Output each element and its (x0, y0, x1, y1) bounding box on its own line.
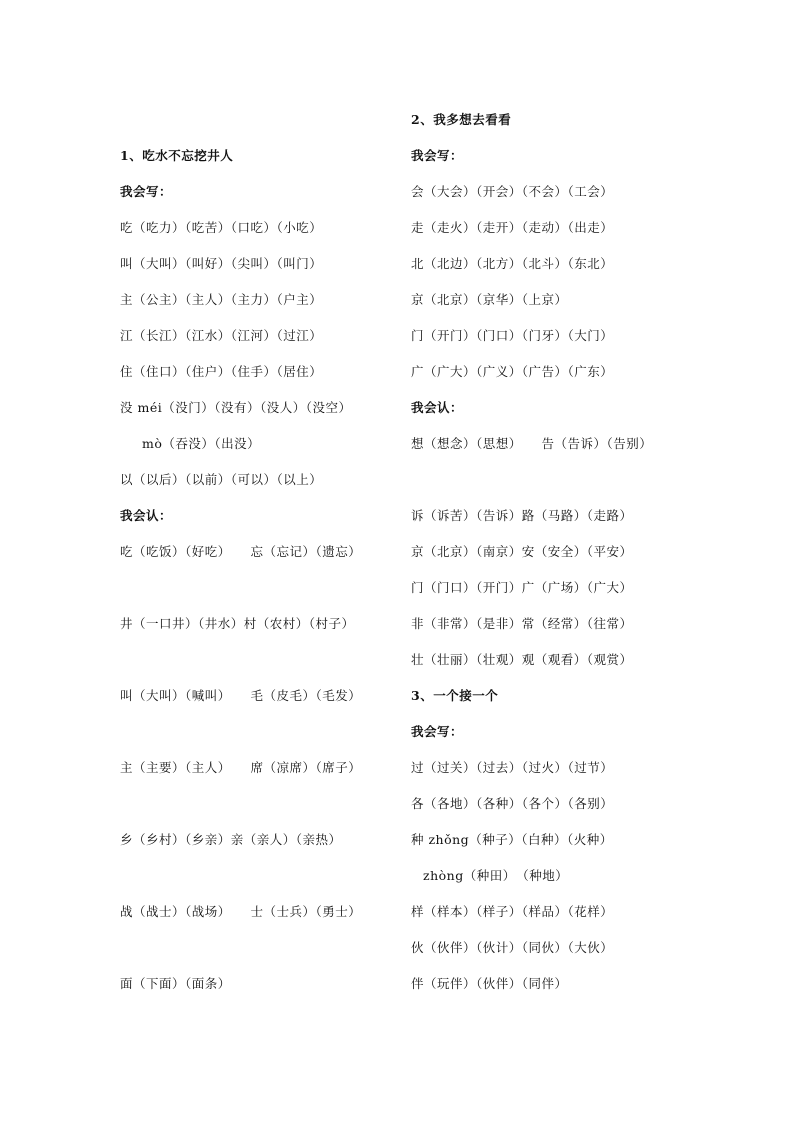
vocab-line: zhòng（种田） （种地） (423, 868, 569, 883)
section-heading: 我会写： (120, 184, 173, 199)
vocab-line: 主（公主）（主人）（主力）（户主） (120, 292, 323, 307)
vocab-line: 叫（大叫）（喊叫） 毛（皮毛）（毛发） (120, 688, 362, 703)
vocab-line: 壮（壮丽）（壮观）观（观看）（观赏） (411, 652, 633, 667)
section-heading: 2、我多想去看看 (411, 112, 512, 127)
vocab-line: 叫（大叫）（叫好）（尖叫）（叫门） (120, 256, 323, 271)
vocab-line: mò（吞没）（出没） (142, 436, 261, 451)
vocab-line: 诉（诉苦）（告诉）路（马路）（走路） (411, 508, 633, 523)
section-heading: 我会认： (411, 400, 464, 415)
vocab-line: 乡（乡村）（乡亲）亲（亲人）（亲热） (120, 832, 342, 847)
vocab-line: 面（下面）（面条） (120, 976, 231, 991)
vocab-line: 种 zhǒng（种子）（白种）（火种） (411, 832, 613, 847)
section-heading: 我会认： (120, 508, 173, 523)
vocab-line: 非（非常）（是非）常（经常）（往常） (411, 616, 633, 631)
vocab-line: 没 méi（没门）（没有）（没人）（没空） (120, 400, 352, 415)
vocab-line: 走（走火）（走开）（走动）（出走） (411, 220, 614, 235)
section-heading: 3、一个接一个 (411, 688, 499, 703)
vocab-line: 江（长江）（江水）（江河）（过江） (120, 328, 323, 343)
vocab-line: 伙（伙伴）（伙计）（同伙）（大伙） (411, 940, 614, 955)
vocab-line: 吃（吃饭）（好吃） 忘（忘记）（遗忘） (120, 544, 362, 559)
vocab-line: 门（门口）（开门）广（广场）（广大） (411, 580, 633, 595)
vocab-line: 会（大会）（开会）（不会）（工会） (411, 184, 614, 199)
vocab-line: 过（过关）（过去）（过火）（过节） (411, 760, 614, 775)
vocab-line: 广（广大）（广义）（广告）（广东） (411, 364, 614, 379)
vocab-line: 住（住口）（住户）（住手）（居住） (120, 364, 323, 379)
vocab-line: 北（北边）（北方）（北斗）（东北） (411, 256, 614, 271)
vocab-line: 伴（玩伴）（伙伴）（同伴） (411, 976, 568, 991)
vocab-line: 吃（吃力）（吃苦）（口吃）（小吃） (120, 220, 323, 235)
vocab-line: 井（一口井）（井水）村（农村）（村子） (120, 616, 355, 631)
vocab-line: 样（样本）（样子）（样品）（花样） (411, 904, 614, 919)
vocab-line: 京（北京）（京华）（上京） (411, 292, 568, 307)
section-heading: 我会写： (411, 724, 464, 739)
section-heading: 我会写： (411, 148, 464, 163)
vocab-line: 以（以后）（以前）（可以）（以上） (120, 472, 323, 487)
vocab-line: 主（主要）（主人） 席（凉席）（席子） (120, 760, 362, 775)
vocab-line: 战（战士）（战场） 士（士兵）（勇士） (120, 904, 362, 919)
section-heading: 1、吃水不忘挖井人 (120, 148, 234, 163)
vocab-line: 各（各地）（各种）（各个）（各别） (411, 796, 614, 811)
vocab-line: 京（北京）（南京）安（安全）（平安） (411, 544, 633, 559)
vocab-line: 门（开门）（门口）（门牙）（大门） (411, 328, 614, 343)
vocab-line: 想（想念）（思想） 告（告诉）（告别） (411, 436, 653, 451)
